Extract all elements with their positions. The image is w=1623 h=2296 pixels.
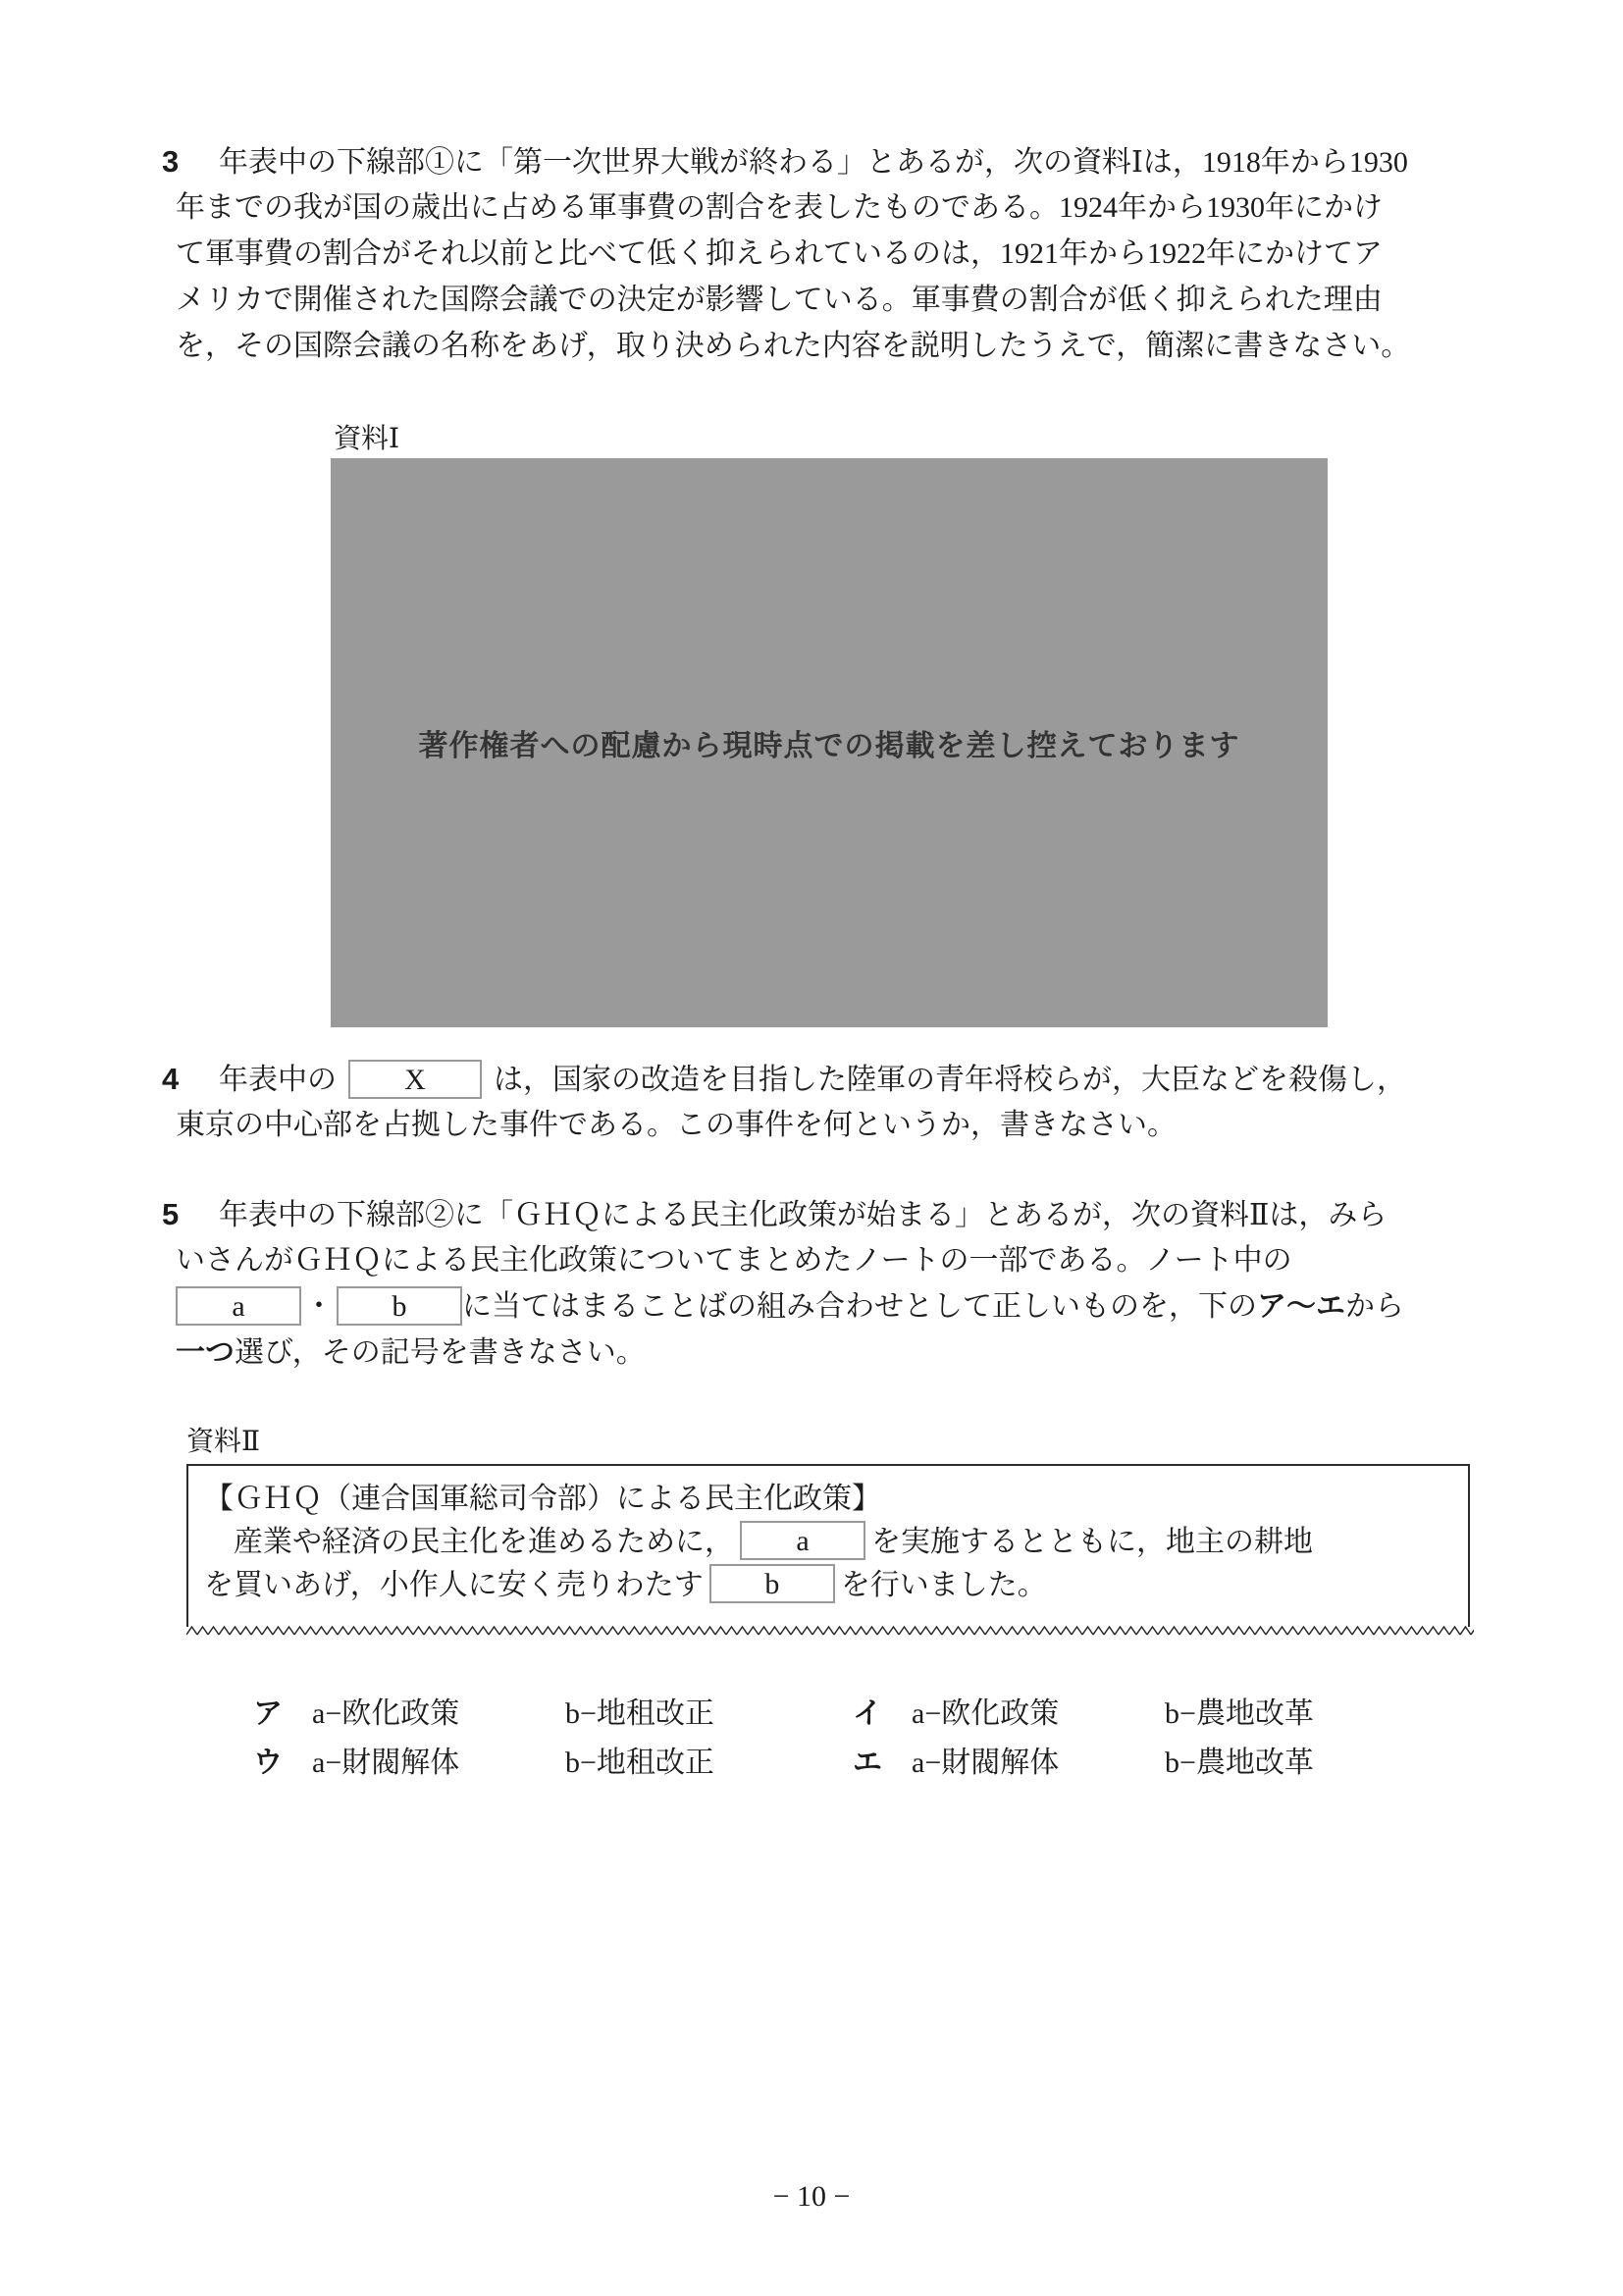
option-a-label: ア: [253, 1697, 283, 1730]
option-e-label: エ: [853, 1747, 882, 1779]
question-3-line-3: て軍事費の割合がそれ以前と比べて低く抑えられているのは，1921年から1922年にかけてア: [176, 237, 1383, 270]
shiryo2-text-2-pre: を買いあげ，小作人に安く売りわたす: [204, 1569, 704, 1601]
option-e-pair-a: a−財閥解体: [912, 1747, 1060, 1779]
blank-box-a: a: [176, 1286, 301, 1326]
question-5-line-2: いさんがＧＨＱによる民主化政策についてまとめたノートの一部である。ノート中の: [176, 1244, 1292, 1277]
question-5-text-4: 選び，その記号を書きなさい。: [235, 1336, 646, 1369]
answer-options: [253, 1690, 1452, 1788]
question-5-choices-range: ア〜エ: [1257, 1290, 1345, 1323]
option-row-2: [253, 1739, 1452, 1788]
page-number: − 10 −: [772, 2180, 851, 2213]
shiryo2-line-2: [204, 1564, 1452, 1607]
blank-box-x: X: [348, 1060, 482, 1099]
question-4-text-before-box: 年表中の: [219, 1064, 337, 1096]
question-3-text-1: 年表中の下線部①に「第一次世界大戦が終わる」とあるが，次の資料Ⅰは，1918年から1930: [219, 146, 1408, 179]
option-u-pair-a: a−財閥解体: [312, 1747, 460, 1779]
shiryo2-line-1: [204, 1521, 1452, 1564]
shiryo2-note-box: [186, 1464, 1470, 1627]
shiryo1-label: 資料Ⅰ: [334, 424, 400, 454]
blank-box-b: b: [337, 1286, 462, 1326]
copyright-placeholder-box: [331, 458, 1328, 1027]
question-5-text-3-tail: から: [1345, 1290, 1404, 1323]
shiryo2-text-1-pre: 産業や経済の民主化を進めるために，: [234, 1526, 734, 1558]
shiryo2-heading: 【ＧＨＱ（連合国軍総司令部）による民主化政策】: [204, 1483, 881, 1515]
question-5-number: 5: [162, 1197, 180, 1231]
option-i-label: イ: [853, 1697, 882, 1730]
question-5: [162, 1191, 1477, 1376]
shiryo2-text-1-post: を実施するとともに，地主の耕地: [871, 1526, 1313, 1558]
option-e-pair-b: b−農地改革: [1165, 1747, 1314, 1779]
option-a-pair-b: b−地租改正: [565, 1697, 714, 1730]
option-row-1: [253, 1690, 1452, 1739]
question-5-bold-hitotsu: 一つ: [176, 1336, 235, 1369]
question-4-line-2: 東京の中心部を占拠した事件である。この事件を何というか，書きなさい。: [176, 1109, 1177, 1141]
question-4: [162, 1056, 1477, 1148]
option-a-pair-a: a−欧化政策: [312, 1697, 460, 1730]
question-5-text-3: に当てはまることばの組み合わせとして正しいものを，下の: [462, 1290, 1257, 1323]
shiryo2-blank-box-b: b: [709, 1564, 835, 1603]
question-4-number: 4: [162, 1062, 180, 1096]
question-3-line-2: 年までの我が国の歳出に占める軍事費の割合を表したものである。1924年から1930年にかけ: [176, 191, 1383, 224]
question-5-line-4: [162, 1330, 1477, 1376]
option-u-pair-b: b−地租改正: [565, 1747, 714, 1779]
zigzag-border: [186, 1626, 1474, 1636]
option-u-label: ウ: [253, 1747, 283, 1779]
question-4-text-after-box: は，国家の改造を目指した陸軍の青年将校らが，大臣などを殺傷し，: [494, 1064, 1406, 1096]
question-3: [162, 138, 1477, 369]
shiryo2-blank-box-a: a: [740, 1521, 865, 1560]
question-4-line-1: [162, 1056, 1477, 1102]
option-i-pair-b: b−農地改革: [1165, 1697, 1314, 1730]
interpunct: ・: [304, 1290, 334, 1323]
question-3-line-5: を，その国際会議の名称をあげ，取り決められた内容を説明したうえで，簡潔に書きなさい。: [176, 330, 1411, 362]
question-5-line-3: [162, 1283, 1477, 1330]
shiryo2-text-2-post: を行いました。: [840, 1569, 1047, 1601]
copyright-notice-text: 著作権者への配慮から現時点での掲載を差し控えております: [418, 730, 1240, 762]
question-5-line-1: [162, 1191, 1477, 1237]
option-i-pair-a: a−欧化政策: [912, 1697, 1060, 1730]
question-3-line-1: [162, 138, 1477, 184]
question-3-line-4: メリカで開催された国際会議での決定が影響している。軍事費の割合が低く抑えられた理由: [176, 284, 1383, 316]
question-3-number: 3: [162, 144, 180, 179]
shiryo2-label: 資料Ⅱ: [186, 1427, 261, 1457]
question-5-text-1: 年表中の下線部②に「ＧＨＱによる民主化政策が始まる」とあるが，次の資料Ⅱは，みら: [219, 1199, 1387, 1231]
